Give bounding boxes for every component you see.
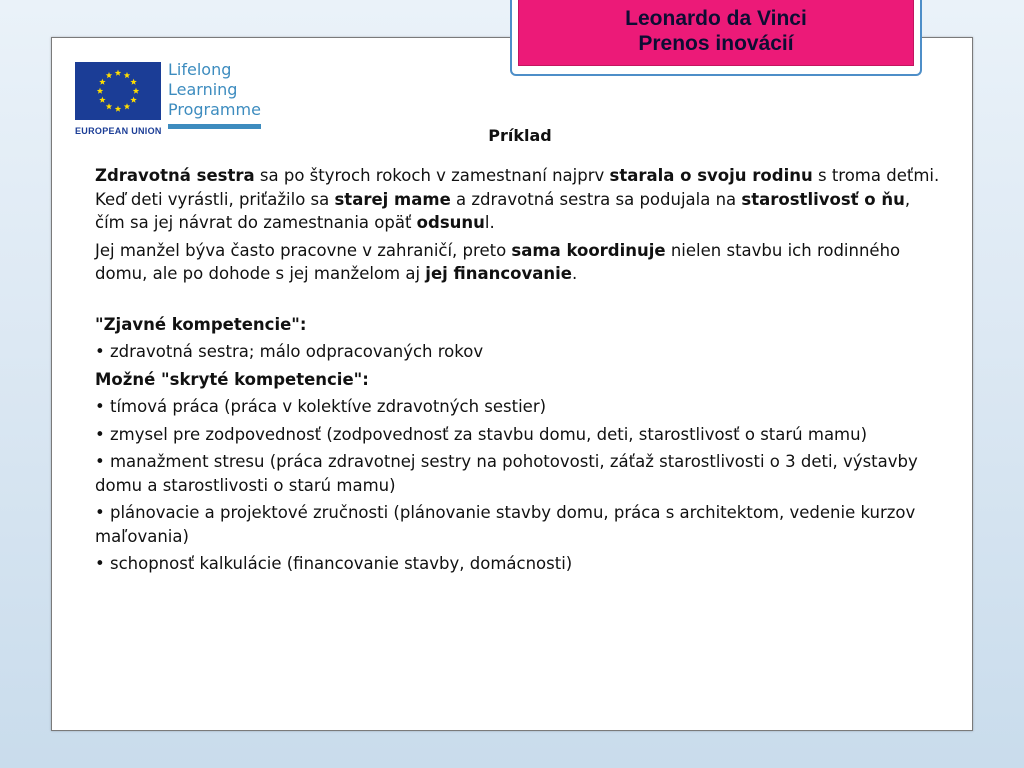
eu-star-icon <box>99 97 105 103</box>
eu-star-icon <box>106 103 112 109</box>
hidden-item: • tímová práca (práca v kolektíve zdravotných sestier) <box>95 397 547 416</box>
p2-text-1: Jej manžel býva často pracovne v zahraničí, preto <box>95 240 512 260</box>
eu-star-icon <box>133 88 139 94</box>
header-title-line1: Leonardo da Vinci <box>625 7 807 30</box>
p1-text-2: s troma deťmi. Keď deti vyrástli, priťažilo sa <box>95 166 940 209</box>
eu-star-icon <box>115 70 121 76</box>
programme-line3: Programme <box>168 100 261 119</box>
slide-title: Príklad <box>488 126 552 145</box>
hidden-item: • zmysel pre zodpovednosť (zodpovednosť za stavbu domu, deti, starostlivosť o starú mamu) <box>95 424 868 444</box>
eu-star-icon <box>97 88 103 94</box>
paragraph-2 <box>95 239 945 286</box>
hidden-heading <box>95 368 945 392</box>
p1-bold-4: starostlivosť o ňu <box>741 189 905 209</box>
explicit-heading-text: "Zjavné kompetencie": <box>95 314 307 334</box>
eu-label: EUROPEAN UNION <box>75 126 162 136</box>
hidden-item: • plánovacie a projektové zručnosti (plánovanie stavby domu, práca s architektom, vedenie kurzov maľovania) <box>95 503 916 546</box>
p1-text-5: l. <box>484 213 495 232</box>
explicit-heading <box>95 313 945 337</box>
programme-line2: Learning <box>168 80 238 99</box>
eu-star-icon <box>124 72 130 78</box>
eu-star-icon <box>130 79 136 85</box>
p2-bold-1: sama koordinuje <box>511 240 666 260</box>
programme-name <box>168 60 261 120</box>
header-badge <box>518 0 914 66</box>
p2-text-2: nielen stavbu ich rodinného domu, ale po dohode s jej manželom aj <box>95 240 901 283</box>
paragraph-1 <box>95 164 945 235</box>
hidden-item: • schopnosť kalkulácie (financovanie stavby, domácnosti) <box>95 554 573 573</box>
eu-star-icon <box>99 79 105 85</box>
programme-line1: Lifelong <box>168 60 232 79</box>
p2-text-3: . <box>572 264 578 283</box>
p1-text-4: , čím sa jej návrat do zamestnania opäť <box>95 189 911 232</box>
p1-bold-1: Zdravotná sestra <box>95 166 255 185</box>
p1-text-1: sa po štyroch rokoch v zamestnaní najprv <box>254 166 610 185</box>
p1-text-3: a zdravotná sestra sa podujala na <box>450 189 742 209</box>
p1-bold-2: starala o svoju rodinu <box>609 166 813 185</box>
p1-bold-3: starej mame <box>334 189 451 209</box>
eu-flag-icon <box>75 62 161 120</box>
eu-star-icon <box>106 72 112 78</box>
header-title-line2: Prenos inovácií <box>638 32 794 55</box>
explicit-item: • zdravotná sestra; málo odpracovaných rokov <box>95 342 484 361</box>
eu-star-icon <box>124 103 130 109</box>
hidden-heading-text: Možné "skryté kompetencie": <box>95 369 369 389</box>
p1-bold-5: odsunu <box>416 213 485 232</box>
hidden-item: • manažment stresu (práca zdravotnej sestry na pohotovosti, záťaž starostlivosti o 3 deti, výstavby domu a starostlivosti o starú mamu) <box>95 452 918 495</box>
p2-bold-2: jej financovanie <box>425 264 573 283</box>
spacer <box>95 290 945 313</box>
eu-star-icon <box>115 106 121 112</box>
slide-content <box>95 122 945 580</box>
eu-star-icon <box>130 97 136 103</box>
